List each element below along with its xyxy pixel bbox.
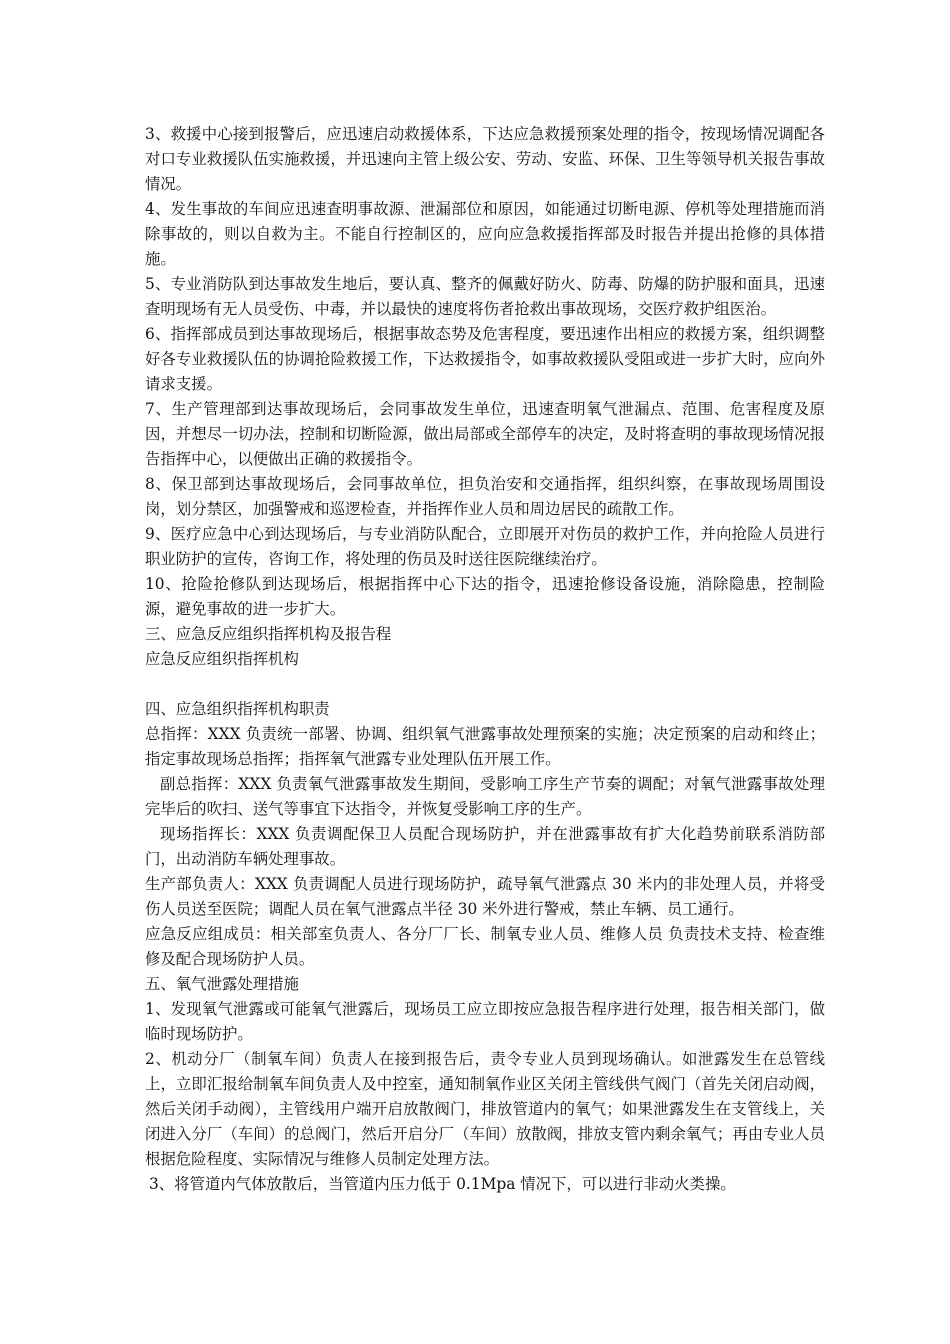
duty-deputy-commander: 副总指挥：XXX 负责氧气泄露事故发生期间，受影响工序生产节奏的调配；对氧气泄露事故处理完毕后的吹扫、送气等事宜下达指令，并恢复受影响工序的生产。 — [145, 775, 825, 818]
paragraph-3: 3、救援中心接到报警后，应迅速启动救援体系，下达应急救援预案处理的指令，按现场情况调配各对口专业救援队伍实施救援，并迅速向主管上级公安、劳动、安监、环保、卫生等领导机关报告事故情况。 — [145, 125, 825, 193]
measure-2: 2、机动分厂（制氧车间）负责人在接到报告后，责令专业人员到现场确认。如泄露发生在总管线上，立即汇报给制氧车间负责人及中控室，通知制氧作业区关闭主管线供气阀门（首先关闭启动阀，然后关闭手动阀），主管线用户端开启放散阀门，排放管道内的氧气；如果泄露发生在支管线上，关闭进入分厂（车间）的总阀门，然后开启分厂（车间）放散阀，排放支管内剩余氧气；再由专业人员根据危险程度、实际情况与维修人员制定处理方法。 — [145, 1050, 825, 1168]
document-body — [145, 122, 825, 1197]
paragraph-7: 7、生产管理部到达事故现场后，会同事故发生单位，迅速查明氧气泄漏点、范围、危害程度及原因，并想尽一切办法，控制和切断险源，做出局部或全部停车的决定，及时将查明的事故现场情况报告指挥中心，以便做出正确的救援指令。 — [145, 400, 825, 468]
section-heading-5: 五、氧气泄露处理措施 — [145, 975, 299, 993]
measure-1: 1、发现氧气泄露或可能氧气泄露后，现场员工应立即按应急报告程序进行处理，报告相关部门，做临时现场防护。 — [145, 1000, 825, 1043]
duty-commander-in-chief: 总指挥：XXX 负责统一部署、协调、组织氧气泄露事故处理预案的实施；决定预案的启动和终止；指定事故现场总指挥；指挥氧气泄露专业处理队伍开展工作。 — [145, 725, 825, 768]
paragraph-4: 4、发生事故的车间应迅速查明事故源、泄漏部位和原因，如能通过切断电源、停机等处理措施而消除事故的，则以自救为主。不能自行控制区的，应向应急救援指挥部及时报告并提出抢修的具体措施。 — [145, 200, 825, 268]
section-heading-3: 三、应急反应组织指挥机构及报告程 — [145, 625, 392, 643]
paragraph-9: 9、医疗应急中心到达现场后，与专业消防队配合，立即展开对伤员的救护工作，并向抢险人员进行职业防护的宣传，咨询工作，将处理的伤员及时送往医院继续治疗。 — [145, 525, 825, 568]
duty-site-commander: 现场指挥长：XXX 负责调配保卫人员配合现场防护，并在泄露事故有扩大化趋势前联系消防部门，出动消防车辆处理事故。 — [145, 825, 825, 868]
paragraph-8: 8、保卫部到达事故现场后，会同事故单位，担负治安和交通指挥，组织纠察，在事故现场周围设岗，划分禁区，加强警戒和巡逻检查，并指挥作业人员和周边居民的疏散工作。 — [145, 475, 825, 518]
paragraph-10: 10、抢险抢修队到达现场后，根据指挥中心下达的指令，迅速抢修设备设施，消除隐患，控制险源，避免事故的进一步扩大。 — [145, 575, 825, 618]
subheading-command-structure: 应急反应组织指挥机构 — [145, 650, 299, 668]
duty-response-team: 应急反应组成员：相关部室负责人、各分厂厂长、制氧专业人员、维修人员 负责技术支持、检查维修及配合现场防护人员。 — [145, 925, 825, 968]
paragraph-6: 6、指挥部成员到达事故现场后，根据事故态势及危害程度，要迅速作出相应的救援方案，组织调整好各专业救援队伍的协调抢险救援工作，下达救援指令，如事故救援队受阻或进一步扩大时，应向外请求支援。 — [145, 325, 825, 393]
section-heading-4: 四、应急组织指挥机构职责 — [145, 700, 330, 718]
blank-line — [145, 672, 825, 697]
measure-3: 3、将管道内气体放散后，当管道内压力低于 0.1Mpa 情况下，可以进行非动火类操。 — [149, 1175, 736, 1193]
paragraph-5: 5、专业消防队到达事故发生地后，要认真、整齐的佩戴好防火、防毒、防爆的防护服和面具，迅速查明现场有无人员受伤、中毒，并以最快的速度将伤者抢救出事故现场，交医疗救护组医治。 — [145, 275, 825, 318]
duty-production-lead: 生产部负责人：XXX 负责调配人员进行现场防护，疏导氧气泄露点 30 米内的非处理人员，并将受伤人员送至医院；调配人员在氧气泄露点半径 30 米外进行警戒，禁止车辆、员工通行。 — [145, 875, 825, 918]
